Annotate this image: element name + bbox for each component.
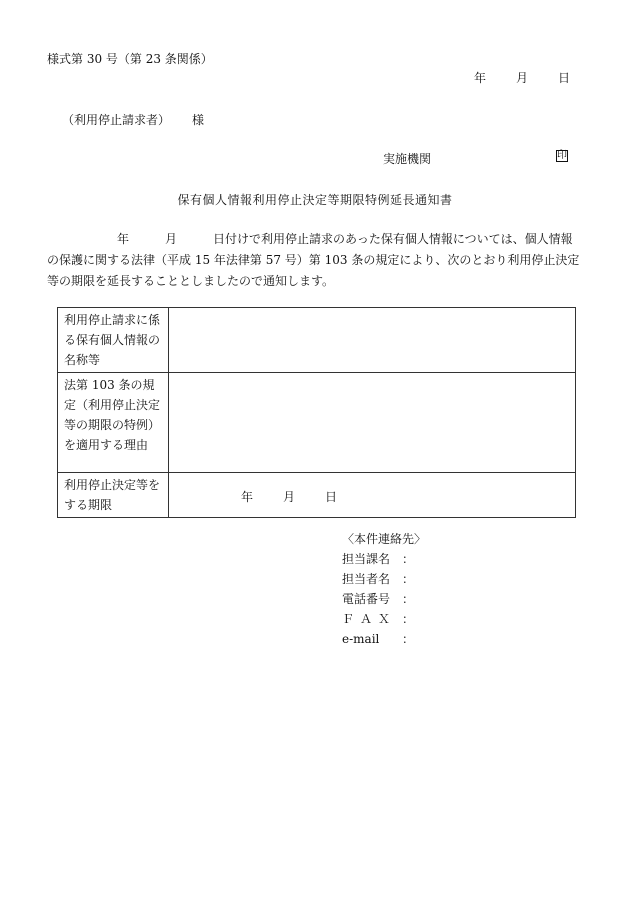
issue-date bbox=[474, 69, 570, 86]
contact-sep: ： bbox=[402, 552, 415, 566]
table-row bbox=[58, 308, 576, 373]
issuer-name: 実施機関 bbox=[383, 152, 432, 166]
contact-item bbox=[342, 589, 426, 609]
contact-key-email: e-mail bbox=[342, 632, 380, 646]
row-value-info-name[interactable] bbox=[169, 308, 576, 373]
contact-heading: 〈本件連絡先〉 bbox=[342, 532, 427, 546]
row-value-reason[interactable] bbox=[169, 373, 576, 473]
contact-item bbox=[342, 569, 426, 589]
row-label-reason: 法第 103 条の規定（利用停止決定等の期限の特例）を適用する理由 bbox=[58, 373, 169, 473]
contact-key-person: 担当者名 bbox=[342, 572, 391, 586]
seal-text: 印 bbox=[557, 150, 567, 161]
contact-item bbox=[342, 609, 426, 629]
info-table bbox=[57, 307, 576, 518]
date-day: 日 bbox=[558, 71, 571, 85]
date-month: 月 bbox=[516, 71, 529, 85]
recipient-honorific: 様 bbox=[192, 113, 205, 127]
contact-sep: ： bbox=[402, 592, 415, 606]
date-year: 年 bbox=[474, 71, 487, 85]
recipient-name: （利用停止請求者） bbox=[62, 113, 171, 127]
contact-key-section: 担当課名 bbox=[342, 552, 391, 566]
body-year: 年 bbox=[117, 232, 130, 246]
table-row bbox=[58, 373, 576, 473]
contact-sep: ： bbox=[402, 632, 415, 646]
row-value-deadline[interactable] bbox=[169, 473, 576, 518]
seal-mark bbox=[556, 150, 568, 165]
body-paragraph bbox=[47, 229, 583, 292]
contact-key-phone: 電話番号 bbox=[342, 592, 391, 606]
contact-sep: ： bbox=[402, 612, 415, 626]
recipient bbox=[62, 111, 204, 128]
row-label-info-name: 利用停止請求に係る保有個人情報の名称等 bbox=[58, 308, 169, 373]
body-month: 月 bbox=[165, 232, 178, 246]
deadline-day: 日 bbox=[325, 490, 338, 504]
deadline-month: 月 bbox=[283, 490, 296, 504]
contact-sep: ： bbox=[402, 572, 415, 586]
contact-block bbox=[342, 529, 426, 649]
row-label-deadline: 利用停止決定等をする期限 bbox=[58, 473, 169, 518]
body-text: 日付けで利用停止請求のあった保有個人情報については、個人情報の保護に関する法律（平成 15 年法律第 57 号）第 103 条の規定により、次のとおり利用停止決定等の期限を延長することとしましたので通知します。 bbox=[47, 232, 580, 288]
document-title: 保有個人情報利用停止決定等期限特例延長通知書 bbox=[177, 193, 453, 207]
contact-key-fax: ＦＡＸ bbox=[342, 612, 397, 626]
contact-item bbox=[342, 549, 426, 569]
deadline-year: 年 bbox=[241, 490, 254, 504]
form-number: 様式第 30 号（第 23 条関係） bbox=[47, 52, 213, 66]
table-row bbox=[58, 473, 576, 518]
contact-item bbox=[342, 629, 426, 649]
deadline-date bbox=[241, 487, 337, 507]
